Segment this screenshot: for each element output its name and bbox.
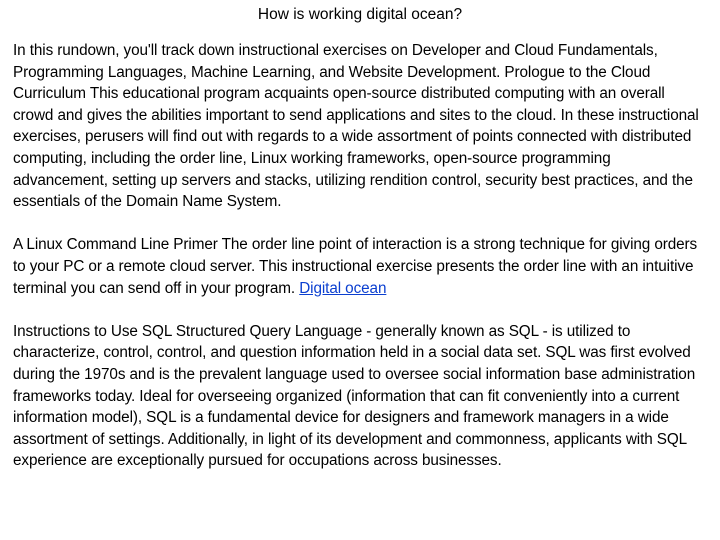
digital-ocean-link[interactable]: Digital ocean xyxy=(299,279,387,297)
paragraph-intro: In this rundown, you'll track down instructional exercises on Developer and Cloud Fundamentals, Programming Languages, Machine Learning, and Website Development. Prologue to the Cloud Curriculum This educational program acquaints open-source distributed computing with an overall crowd and gives the abilities important to send applications and sites to the cloud. In these instructional exercises, perusers will find out with regards to a wide assortment of points connected with distributed computing, including the order line, Linux working frameworks, open-source programming advancement, setting up servers and stacks, utilizing rendition control, security best practices, and the essentials of the Domain Name System. xyxy=(13,42,699,211)
paragraph-sql: Instructions to Use SQL Structured Query Language - generally known as SQL - is utilized to characterize, control, control, and question information held in a social data set. SQL was first evolved during the 1970s and is the prevalent language used to oversee social information base administration frameworks today. Ideal for overseeing organized (information that can fit conveniently into a current information model), SQL is a fundamental device for designers and framework managers in a wide assortment of settings. Additionally, in light of its development and commonness, applicants with SQL experience are exceptionally pursued for occupations across businesses. xyxy=(13,322,696,470)
page-title: How is working digital ocean? xyxy=(257,6,463,23)
article-body xyxy=(13,40,709,472)
paragraph-linux-primer xyxy=(13,234,709,299)
paragraph-linux-primer-text: A Linux Command Line Primer The order line point of interaction is a strong technique for giving orders to your PC or a remote cloud server. This instructional exercise presents the order line with an intuitive terminal you can send off in your program. xyxy=(13,236,698,297)
